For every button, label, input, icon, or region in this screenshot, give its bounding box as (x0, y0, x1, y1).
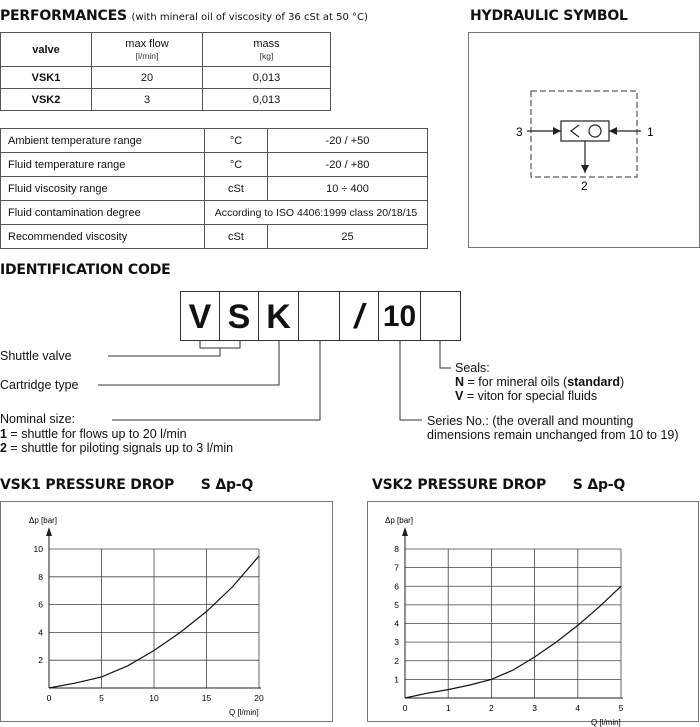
seal-n-standard: standard (567, 375, 620, 389)
y-tick-label: 1 (394, 674, 399, 685)
header-flow-unit: [l/min] (135, 50, 159, 61)
cond-unit: °C (205, 129, 268, 153)
x-tick-label: 1 (445, 703, 451, 713)
series-note-line1: Series No.: (the overall and mounting (427, 414, 634, 428)
x-tick-label: 0 (402, 703, 408, 713)
x-tick-label: 3 (532, 703, 537, 713)
vsk1-title-text: VSK1 PRESSURE DROP (0, 477, 175, 493)
header-mass-label: mass (253, 37, 280, 50)
seal-v-text: = viton for special fluids (463, 389, 598, 403)
code-box: K (258, 291, 299, 341)
row-flow: 20 (92, 67, 203, 89)
seal-n-end: ) (619, 375, 625, 389)
row-valve: VSK2 (1, 89, 92, 111)
seals-option-v (455, 389, 597, 404)
cond-value: -20 / +50 (268, 129, 428, 153)
x-axis-label: Q [l/min] (591, 718, 621, 727)
shuttle-valve-label: Shuttle valve (0, 349, 72, 363)
y-axis-label: Δp [bar] (385, 516, 414, 525)
n2-code: 2 (0, 441, 7, 455)
cond-label: Fluid contamination degree (1, 201, 205, 225)
code-box: V (180, 291, 220, 341)
y-axis-label: Δp [bar] (29, 516, 58, 525)
seal-n-text: = for mineral oils ( (464, 375, 568, 389)
vsk1-chart (1, 502, 332, 721)
y-tick-label: 4 (394, 618, 399, 629)
y-tick-label: 4 (38, 627, 43, 638)
header-flow-label: max flow (125, 37, 169, 50)
nominal-size-option-1 (0, 427, 187, 442)
port-bottom-label: 2 (581, 179, 588, 193)
x-tick-label: 5 (618, 703, 624, 713)
row-valve: VSK1 (1, 67, 92, 89)
x-tick-label: 2 (489, 703, 494, 713)
vsk2-title-symbol: S Δp-Q (572, 477, 626, 493)
row-mass: 0,013 (203, 89, 331, 111)
cond-value: According to ISO 4406:1999 class 20/18/15 (205, 201, 428, 225)
code-box: / (339, 291, 379, 341)
port-left-label: 3 (516, 125, 523, 139)
y-tick-label: 8 (38, 571, 43, 582)
seals-option-n (455, 375, 624, 390)
y-axis-arrow-icon (46, 527, 52, 536)
cond-label: Fluid temperature range (1, 153, 205, 177)
port-right-label: 1 (647, 125, 654, 139)
ident-title: IDENTIFICATION CODE (0, 262, 171, 278)
code-box: S (219, 291, 259, 341)
y-tick-label: 5 (394, 599, 399, 610)
x-tick-label: 0 (46, 693, 52, 703)
row-flow: 3 (92, 89, 203, 111)
cond-value: -20 / +80 (268, 153, 428, 177)
vsk2-chart (368, 502, 698, 727)
header-mass-unit: [kg] (259, 50, 274, 61)
vsk2-chart-box (367, 501, 699, 727)
performances-subtitle: (with mineral oil of viscosity of 36 cSt at 50 °C) (131, 12, 368, 23)
cond-value: 25 (268, 225, 428, 249)
x-tick-label: 5 (99, 693, 104, 703)
x-tick-label: 15 (201, 693, 212, 703)
seal-n-code: N (455, 375, 465, 389)
seal-v-code: V (455, 389, 464, 403)
y-tick-label: 6 (394, 581, 399, 592)
vsk2-chart-title (372, 477, 625, 493)
hydraulic-title: HYDRAULIC SYMBOL (470, 8, 628, 24)
y-tick-label: 2 (394, 655, 399, 666)
seals-label: Seals: (455, 361, 490, 375)
nominal-size-label: Nominal size: (0, 412, 76, 426)
y-tick-label: 7 (394, 562, 399, 573)
code-box: 10 (378, 291, 421, 341)
nominal-size-option-2 (0, 441, 233, 456)
n2-text: = shuttle for piloting signals up to 3 l/min (6, 441, 234, 455)
performances-title: PERFORMANCES (0, 8, 127, 24)
cond-label: Fluid viscosity range (1, 177, 205, 201)
x-axis-label: Q [l/min] (229, 708, 259, 717)
header-valve: valve (1, 33, 92, 67)
cond-unit: cSt (205, 177, 268, 201)
cond-value: 10 ÷ 400 (268, 177, 428, 201)
y-axis-arrow-icon (402, 527, 408, 536)
vsk1-chart-title (0, 477, 253, 493)
y-tick-label: 3 (394, 637, 399, 648)
row-mass: 0,013 (203, 67, 331, 89)
x-tick-label: 4 (575, 703, 581, 713)
cond-label: Recommended viscosity (1, 225, 205, 249)
series-note-line2: dimensions remain unchanged from 10 to 19) (427, 428, 679, 442)
vsk2-title-text: VSK2 PRESSURE DROP (372, 477, 547, 493)
n1-text: = shuttle for flows up to 20 l/min (6, 427, 187, 441)
cond-unit: cSt (205, 225, 268, 249)
cond-label: Ambient temperature range (1, 129, 205, 153)
cartridge-type-label: Cartridge type (0, 378, 79, 392)
n1-code: 1 (0, 427, 7, 441)
cond-unit: °C (205, 153, 268, 177)
y-tick-label: 10 (33, 544, 43, 554)
vsk1-title-symbol: S Δp-Q (200, 477, 254, 493)
y-tick-label: 8 (394, 544, 399, 554)
y-tick-label: 6 (38, 599, 43, 610)
vsk1-chart-box (0, 501, 333, 722)
x-tick-label: 20 (254, 693, 264, 703)
x-tick-label: 10 (149, 693, 159, 703)
y-tick-label: 2 (38, 655, 43, 666)
